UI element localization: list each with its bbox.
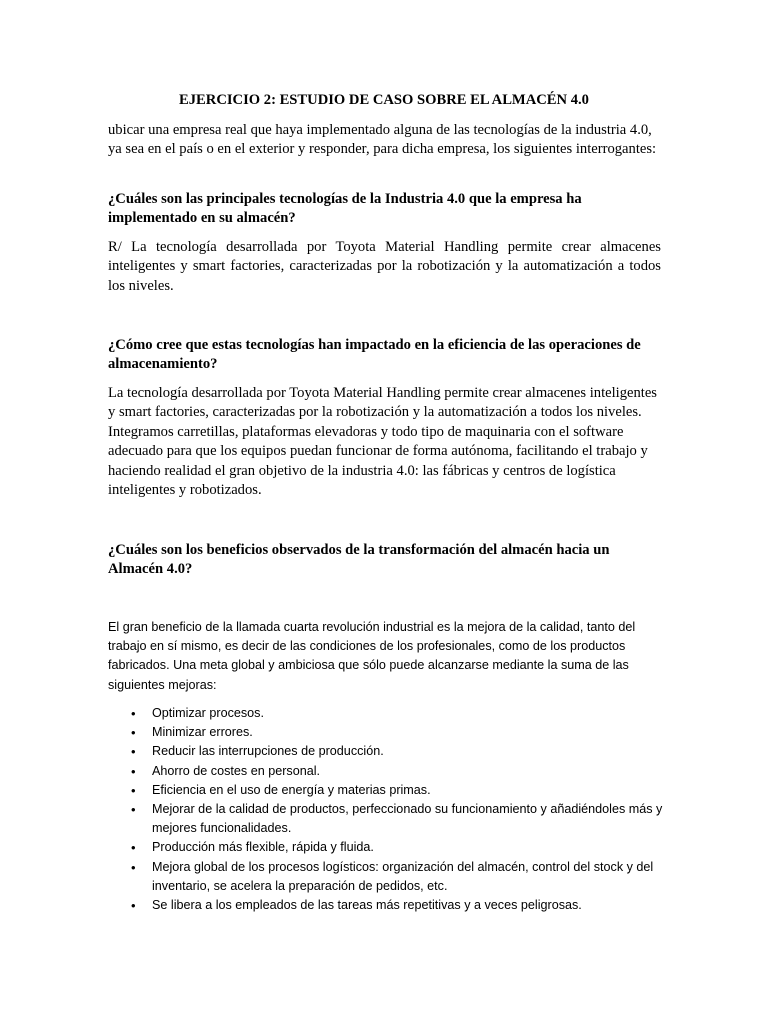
list-item: [108, 800, 668, 838]
bullet-icon: •: [131, 859, 136, 875]
question-1: ¿Cuáles son las principales tecnologías de la Industria 4.0 que la empresa ha implementado en su almacén?: [108, 191, 582, 227]
list-item-text: Reducir las interrupciones de producción.: [152, 744, 384, 759]
list-item: [108, 838, 668, 857]
list-item: [108, 858, 668, 896]
list-item: [108, 742, 668, 761]
list-item: [108, 896, 668, 915]
list-item-text: Minimizar errores.: [152, 725, 253, 740]
bullet-icon: •: [131, 763, 136, 779]
list-item-text: Optimizar procesos.: [152, 706, 264, 720]
list-item-text: Eficiencia en el uso de energía y materias primas.: [152, 782, 431, 797]
bullet-icon: •: [131, 802, 136, 818]
bullet-icon: •: [131, 744, 136, 760]
bullet-icon: •: [131, 782, 136, 798]
answer-3: El gran beneficio de la llamada cuarta revolución industrial es la mejora de la calidad, tanto del trabajo en sí mismo, es decir de las condiciones de los profesionales, como de los productos fabricados. Una meta global y ambiciosa que sólo puede alcanzarse mediante la suma de las siguientes mejoras:: [108, 620, 636, 692]
list-item: [108, 704, 668, 723]
list-item-text: Producción más flexible, rápida y fluida.: [152, 840, 374, 855]
intro-paragraph: ubicar una empresa real que haya implementado alguna de las tecnologías de la industria 4.0, ya sea en el país o en el exterior y responder, para dicha empresa, los siguientes interrogantes:: [108, 122, 657, 158]
bullet-icon: •: [131, 706, 136, 721]
answer-2: La tecnología desarrollada por Toyota Material Handling permite crear almacenes inteligentes y smart factories, caracterizadas por la robotización y la automatización a todos los niveles. Integramos carretillas, plataformas elevadoras y todo tipo de maquinaria con el software adecuado para que los equipos puedan funcionar de forma autónoma, facilitando el trabajo y haciendo realidad el gran objetivo de la industria 4.0: las fábricas y centros de logística inteligentes y robotizados.: [108, 385, 657, 499]
list-item-text: Mejorar de la calidad de productos, perfeccionado su funcionamiento y añadiéndoles más y mejores funcionalidades.: [152, 802, 663, 836]
question-2: ¿Cómo cree que estas tecnologías han impactado en la eficiencia de las operaciones de almacenamiento?: [108, 337, 641, 373]
question-3: ¿Cuáles son los beneficios observados de la transformación del almacén hacia un Almacén 4.0?: [108, 542, 610, 578]
list-item: [108, 762, 668, 781]
list-item-text: Mejora global de los procesos logísticos: organización del almacén, control del stock y del inventario, se acelera la preparación de pedidos, etc.: [152, 859, 654, 893]
benefits-list: [108, 704, 668, 915]
bullet-icon: •: [131, 840, 136, 856]
document-title: EJERCICIO 2: ESTUDIO DE CASO SOBRE EL ALMACÉN 4.0: [179, 92, 589, 108]
list-item: [108, 723, 668, 742]
list-item-text: Se libera a los empleados de las tareas más repetitivas y a veces peligrosas.: [152, 898, 582, 913]
bullet-icon: •: [131, 898, 136, 914]
bullet-icon: •: [131, 725, 136, 741]
list-item-text: Ahorro de costes en personal.: [152, 763, 321, 778]
answer-1: R/ La tecnología desarrollada por Toyota Material Handling permite crear almacenes inteligentes y smart factories, caracterizadas por la robotización y la automatización a todos los niveles.: [108, 239, 661, 294]
list-item: [108, 781, 668, 800]
